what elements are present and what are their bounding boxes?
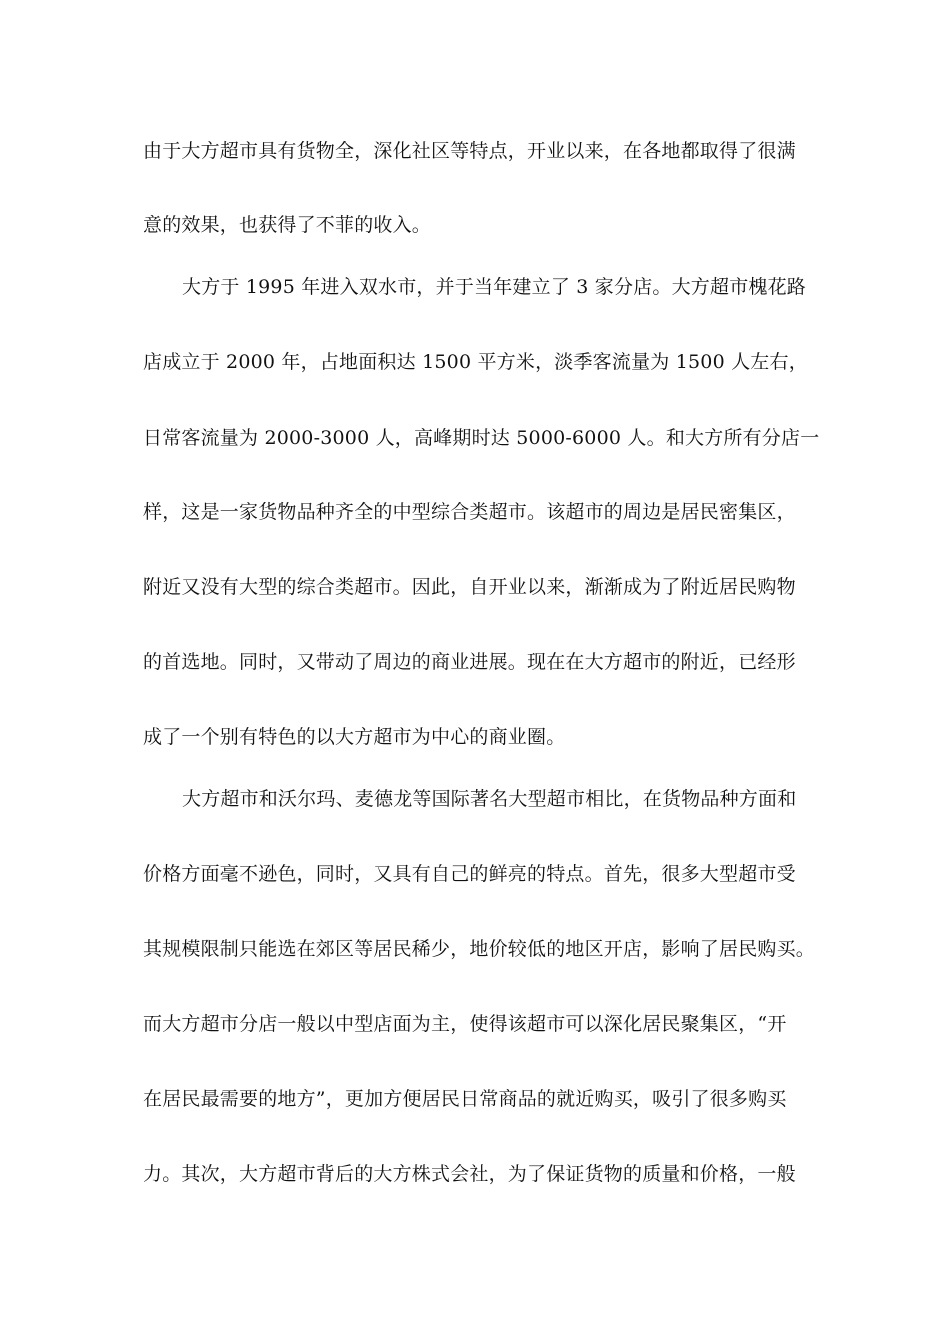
text-line-9: 成了一个别有特色的以大方超市为中心的商业圈。: [143, 726, 566, 748]
text-line-13: 而大方超市分店一般以中型店面为主，使得该超市可以深化居民聚集区，“开: [143, 1013, 787, 1035]
text-line-14: 在居民最需要的地方”，更加方便居民日常商品的就近购买，吸引了很多购买: [143, 1088, 787, 1110]
text-line-10: 大方超市和沃尔玛、麦德龙等国际著名大型超市相比，在货物品种方面和: [182, 788, 797, 810]
text-line-7: 附近又没有大型的综合类超市。因此，自开业以来，渐渐成为了附近居民购物: [143, 576, 796, 598]
text-line-1: 由于大方超市具有货物全，深化社区等特点，开业以来，在各地都取得了很满: [143, 140, 796, 162]
text-line-3: 大方于 1995 年进入双水市，并于当年建立了 3 家分店。大方超市槐花路: [182, 276, 807, 298]
text-line-4: 店成立于 2000 年，占地面积达 1500 平方米，淡季客流量为 1500 人左右，: [143, 351, 808, 373]
text-line-11: 价格方面毫不逊色，同时，又具有自己的鲜亮的特点。首先，很多大型超市受: [143, 863, 796, 885]
text-line-2: 意的效果，也获得了不菲的收入。: [143, 214, 432, 236]
text-line-5: 日常客流量为 2000-3000 人，高峰期时达 5000-6000 人。和大方所有分店一: [143, 427, 820, 449]
text-line-6: 样，这是一家货物品种齐全的中型综合类超市。该超市的周边是居民密集区，: [143, 501, 796, 523]
text-line-15: 力。其次，大方超市背后的大方株式会社，为了保证货物的质量和价格，一般: [143, 1163, 796, 1185]
text-line-12: 其规模限制只能选在郊区等居民稀少，地价较低的地区开店，影响了居民购买。: [143, 938, 816, 960]
text-line-8: 的首选地。同时，又带动了周边的商业进展。现在在大方超市的附近，已经形: [143, 651, 796, 673]
